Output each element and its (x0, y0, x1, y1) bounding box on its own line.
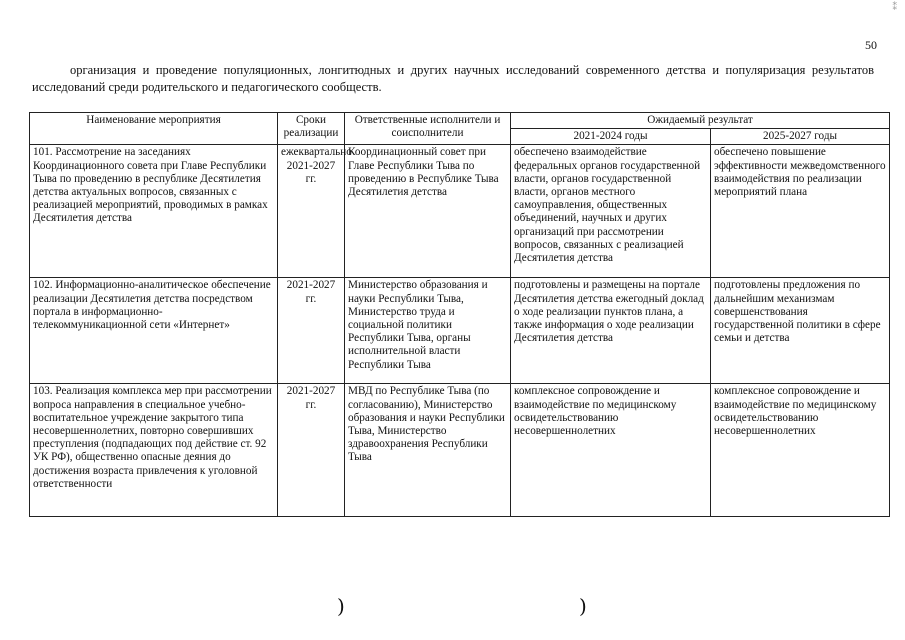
header-period-1: 2021-2024 годы (511, 129, 711, 145)
cell-result-2: подготовлены предложения по дальнейшим механизмам совершенствования государственной политики в сфере семьи и детства (711, 278, 890, 384)
activities-table (29, 112, 890, 517)
header-terms: Сроки реализации (278, 113, 345, 145)
cell-terms: 2021-2027 гг. (278, 278, 345, 384)
page-number: 50 (865, 38, 877, 52)
header-name: Наименование мероприятия (30, 113, 278, 145)
header-period-2: 2025-2027 годы (711, 129, 890, 145)
cell-result-2: обеспечено повышение эффективности межведомственного взаимодействия по реализации мероприятий плана (711, 145, 890, 278)
cell-terms: ежеквартально 2021-2027 гг. (278, 145, 345, 278)
cell-name: 103. Реализация комплекса мер при рассмотрении вопроса направления в специальное учебно-воспитательное учреждение закрытого типа несовершеннолетних, повторно совершивших преступления (подпадающих под действие ст. 92 УК РФ), общественно опасные деяния до достижения возраста привлечения к уголовной ответственности (30, 384, 278, 517)
cell-result-2: комплексное сопровождение и взаимодействие по медицинскому освидетельствованию несовершеннолетних (711, 384, 890, 517)
intro-paragraph: организация и проведение популяционных, лонгитюдных и других научных исследований современного детства и популяризация результатов исследований среди родительского и педагогического сообществ. (32, 63, 874, 94)
table-row (30, 145, 890, 278)
cell-responsible: Министерство образования и науки Республики Тыва, Министерство труда и социальной политики Республики Тыва, органы исполнительной власти Республики Тыва (345, 278, 511, 384)
header-expected: Ожидаемый результат (511, 113, 890, 129)
bottom-mark-right: ) (579, 594, 587, 618)
cell-result-1: комплексное сопровождение и взаимодействие по медицинскому освидетельствованию несовершеннолетних (511, 384, 711, 517)
cell-responsible: МВД по Республике Тыва (по согласованию), Министерство образования и науки Республики Тыва, Министерство здравоохранения Республики Тыва (345, 384, 511, 517)
cell-name: 101. Рассмотрение на заседаниях Координационного совета при Главе Республики Тыва по проведению в республике Десятилетия детства актуальных вопросов, связанных с реализацией мероприятий, проводимых в рамках Десятилетия детства (30, 145, 278, 278)
cell-terms: 2021-2027 гг. (278, 384, 345, 517)
cell-result-1: подготовлены и размещены на портале Десятилетия детства ежегодный доклад о ходе реализации пунктов плана, а также информация о ходе реализации Десятилетия детства (511, 278, 711, 384)
table-row (30, 384, 890, 517)
cell-result-1: обеспечено взаимодействие федеральных органов государственной власти, органов государственной власти, органов местного самоуправления, общественных объединений, научных и других организаций при рассмотрении вопросов, связанных с реализацией Десятилетия детства (511, 145, 711, 278)
cell-name: 102. Информационно-аналитическое обеспечение реализации Десятилетия детства посредством портала в информационно-телекоммуникационной сети «Интернет» (30, 278, 278, 384)
header-responsible: Ответственные исполнители и соисполнители (345, 113, 511, 145)
cell-responsible: Координационный совет при Главе Республики Тыва по проведению в Республике Тыва Десятилетия детства (345, 145, 511, 278)
bottom-mark-left: ) (337, 594, 345, 618)
table-row (30, 278, 890, 384)
table-header-row (30, 113, 890, 129)
corner-scan-mark: ⁑ (892, 2, 897, 12)
